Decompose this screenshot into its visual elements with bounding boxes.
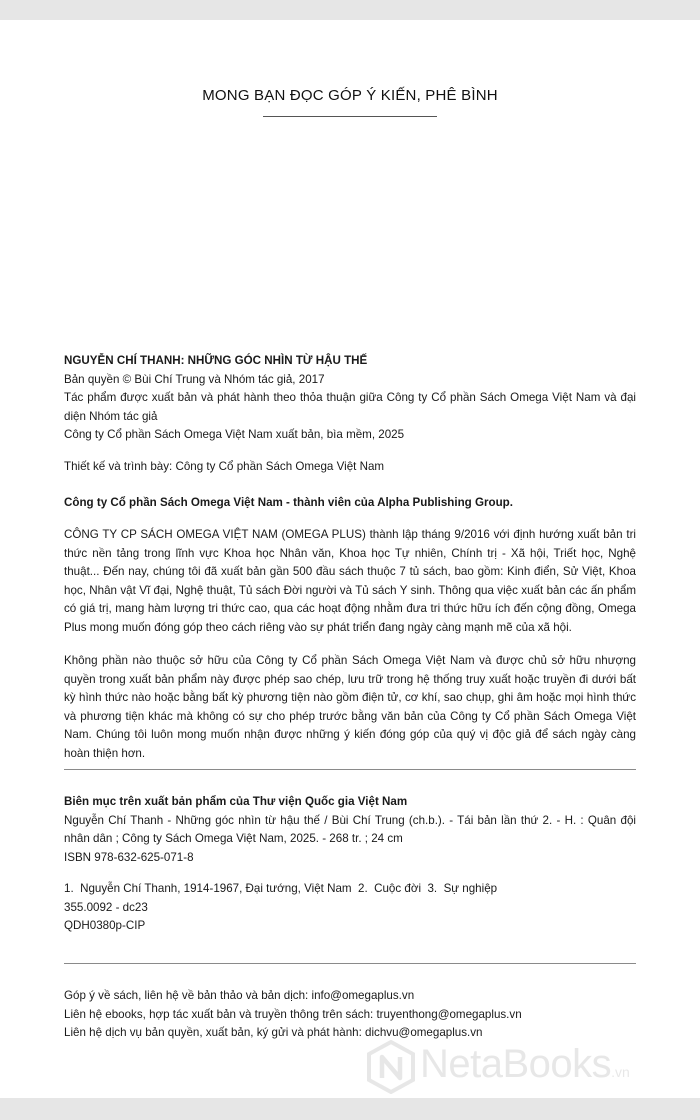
catalog-classification [64,880,636,936]
catalog-subjects: 1. Nguyễn Chí Thanh, 1914-1967, Đại tướng, Việt Nam 2. Cuộc đời 3. Sự nghiệp [64,882,498,895]
catalog-code: QDH0380p-CIP [64,919,146,932]
watermark-text [420,1042,630,1087]
publication-line: Công ty Cổ phần Sách Omega Việt Nam xuất bản, bìa mềm, 2025 [64,428,405,441]
top-margin-band [0,0,700,20]
heading-underline [263,116,437,117]
about-publisher: CÔNG TY CP SÁCH OMEGA VIỆT NAM (OMEGA PLUS) thành lập tháng 9/2016 với định hướng xuất bản tri thức nền tảng trong lĩnh vực Khoa học Nhân văn, Khoa học Tự nhiên, Chính trị - Xã hội, Triết học, Nghệ thuật... Đến nay, chúng tôi đã xuất bản gần 500 đầu sách thuộc 7 tủ sách, bao gồm: Kinh điển, Sử Việt, Khoa học, Nhân vật Vĩ đại, Nghệ thuật, Tủ sách Đời người và Tủ sách Y sinh. Thông qua việc xuất bản các ấn phẩm có giá trị, mang hàm lượng tri thức cao, qua các hoạt động nhằm đưa tri thức hữu ích đến cộng đồng, Omega Plus mong muốn đóng góp theo cách riêng vào sự phát triển đang ngày càng mạnh mẽ của xã hội. [64,528,636,634]
copyright-block [64,352,636,445]
copyright-line: Bản quyền © Bùi Chí Trung và Nhóm tác giả, 2017 [64,372,325,386]
book-title: NGUYỄN CHÍ THANH: NHỮNG GÓC NHÌN TỪ HẬU THẾ [64,354,368,367]
contact-block [64,987,636,1043]
watermark-logo-icon [366,1040,416,1094]
watermark-brand: NetaBooks [420,1042,612,1086]
watermark-suffix: .vn [611,1064,630,1080]
catalog-title: Biên mục trên xuất bản phẩm của Thư viện Quốc gia Việt Nam [64,795,408,808]
divider [64,963,636,964]
contact-line: Liên hệ dịch vụ bản quyền, xuất bản, ký gửi và phát hành: dichvu@omegaplus.vn [64,1026,483,1039]
catalog-block [64,793,636,867]
bottom-margin-band [0,1098,700,1120]
divider [64,769,636,770]
page-heading: MONG BẠN ĐỌC GÓP Ý KIẾN, PHÊ BÌNH [202,87,498,104]
watermark [362,1040,700,1096]
rights-notice: Không phần nào thuộc sở hữu của Công ty Cổ phần Sách Omega Việt Nam và được chủ sở hữu nhượng quyền trong xuất bản phẩm này được phép sao chép, lưu trữ trong hệ thống truy xuất hoặc truyền đi dưới bất kỳ hình thức nào hoặc bằng bất kỳ phương tiện nào gồm điện tử, cơ khí, sao chụp, ghi âm hoặc mọi hình thức và phương tiện khác mà không có sự cho phép trước bằng văn bản của Công ty Cổ phần Sách Omega Việt Nam. Chúng tôi luôn mong muốn nhận được những ý kiến đóng góp của quý vị độc giả để sách ngày càng hoàn thiện hơn. [64,654,636,760]
contact-line: Liên hệ ebooks, hợp tác xuất bản và truyền thông trên sách: truyenthong@omegaplus.vn [64,1007,522,1021]
contact-line: Góp ý về sách, liên hệ về bản thảo và bản dịch: info@omegaplus.vn [64,989,415,1002]
isbn: ISBN 978-632-625-071-8 [64,850,194,864]
publisher-membership: Công ty Cổ phần Sách Omega Việt Nam - thành viên của Alpha Publishing Group. [64,496,513,509]
catalog-ddc: 355.0092 - dc23 [64,900,148,914]
catalog-entry: Nguyễn Chí Thanh - Những góc nhìn từ hậu thế / Bùi Chí Trung (ch.b.). - Tái bản lần thứ 2. - H. : Quân đội nhân dân ; Công ty Sách Omega Việt Nam, 2025. - 268 tr. ; 24 cm [64,813,636,845]
design-credit: Thiết kế và trình bày: Công ty Cổ phần Sách Omega Việt Nam [64,460,385,473]
agreement-line: Tác phẩm được xuất bản và phát hành theo thỏa thuận giữa Công ty Cổ phần Sách Omega Việt Nam và đại diện Nhóm tác giả [64,391,636,423]
